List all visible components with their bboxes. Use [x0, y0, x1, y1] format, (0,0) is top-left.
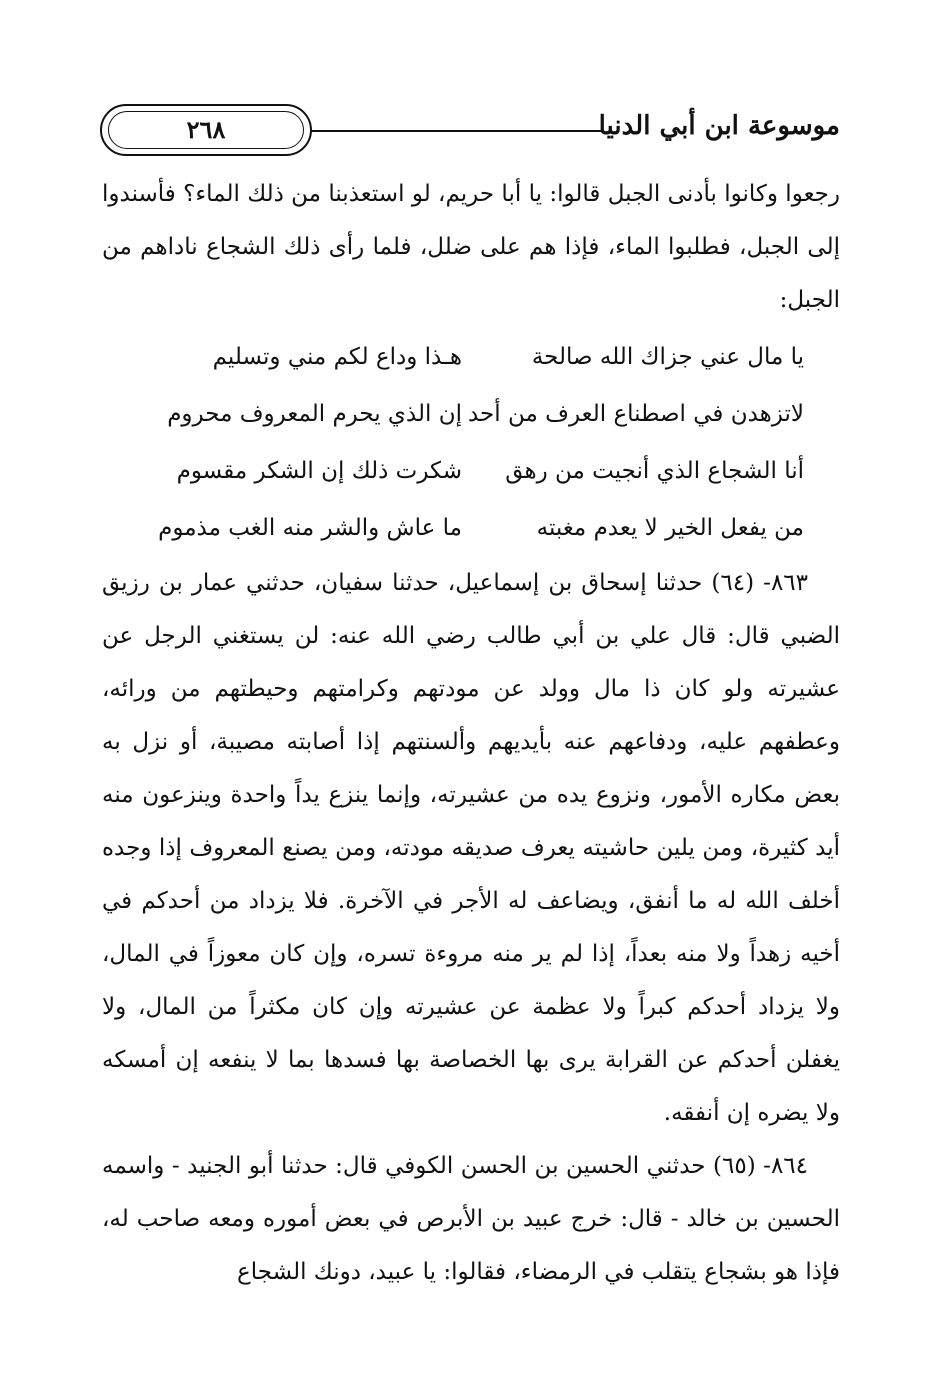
verse-second-hemistich: شكرت ذلك إن الشكر مقسوم	[176, 458, 462, 484]
body-text	[102, 168, 840, 1299]
page-number: ٢٦٨	[186, 115, 226, 144]
verse-line	[102, 443, 840, 500]
paragraph-864: ٨٦٤- (٦٥) حدثني الحسين بن الحسن الكوفي قال: حدثنا أبو الجنيد - واسمه الحسين بن خالد - قال: خرج عبيد بن الأبرص في بعض أموره ومعه صاحب له، فإذا هو بشجاع يتقلب في الرمضاء، فقالوا: يا عبيد، دونك الشجاع	[102, 1153, 840, 1285]
verse-second-hemistich: هـذا وداع لكم مني وتسليم	[212, 344, 462, 370]
verse-second-hemistich: إن الذي يحرم المعروف محروم	[167, 401, 462, 427]
header-rule	[310, 130, 604, 132]
verse-line	[102, 329, 840, 386]
verse-first-hemistich: من يفعل الخير لا يعدم مغبته	[536, 515, 804, 541]
running-title: موسوعة ابن أبي الدنيا	[598, 111, 840, 141]
verse-first-hemistich: يا مال عني جزاك الله صالحة	[531, 344, 804, 370]
page-number-frame	[100, 104, 312, 156]
poem	[102, 329, 840, 557]
verse-line	[102, 386, 840, 443]
verse-second-hemistich: ما عاش والشر منه الغب مذموم	[158, 515, 462, 541]
verse-first-hemistich: لاتزهدن في اصطناع العرف من أحد	[467, 401, 804, 427]
verse-first-hemistich: أنا الشجاع الذي أنجيت من رهق	[505, 458, 804, 484]
intro-paragraph: رجعوا وكانوا بأدنى الجبل قالوا: يا أبا حريم، لو استعذبنا من ذلك الماء؟ فأسندوا إلى الجبل، فطلبوا الماء، فإذا هم على ضلل، فلما رأى ذلك الشجاع ناداهم من الجبل:	[102, 181, 840, 313]
page-header	[100, 104, 840, 160]
paragraph-863: ٨٦٣- (٦٤) حدثنا إسحاق بن إسماعيل، حدثنا سفيان، حدثني عمار بن رزيق الضبي قال: قال علي بن أبي طالب رضي الله عنه: لن يستغني الرجل عن عشيرته ولو كان ذا مال وولد عن مودتهم وكرامتهم وحيطتهم من ورائه، وعطفهم عليه، ودفاعهم عنه بأيديهم وألسنتهم إذا أصابته مصيبة، أو نزل به بعض مكاره الأمور، ونزوع يده من عشيرته، وإنما ينزع يداً واحدة وينزعون منه أيد كثيرة، ومن يلين حاشيته يعرف صديقه مودته، ومن يصنع المعروف إذا وجده أخلف الله له ما أنفق، ويضاعف له الأجر في الآخرة. فلا يزداد من أحدكم في أخيه زهداً ولا منه بعداً، إذا لم ير منه مروءة تسره، وإن كان معوزاً في المال، ولا يزداد أحدكم كبراً ولا عظمة عن عشيرته وإن كان مكثراً من المال، ولا يغفلن أحدكم عن القرابة يرى بها الخصاصة بها فسدها بما لا ينفعه إن أمسكه ولا يضره إن أنفقه.	[102, 570, 840, 1126]
verse-line	[102, 500, 840, 557]
